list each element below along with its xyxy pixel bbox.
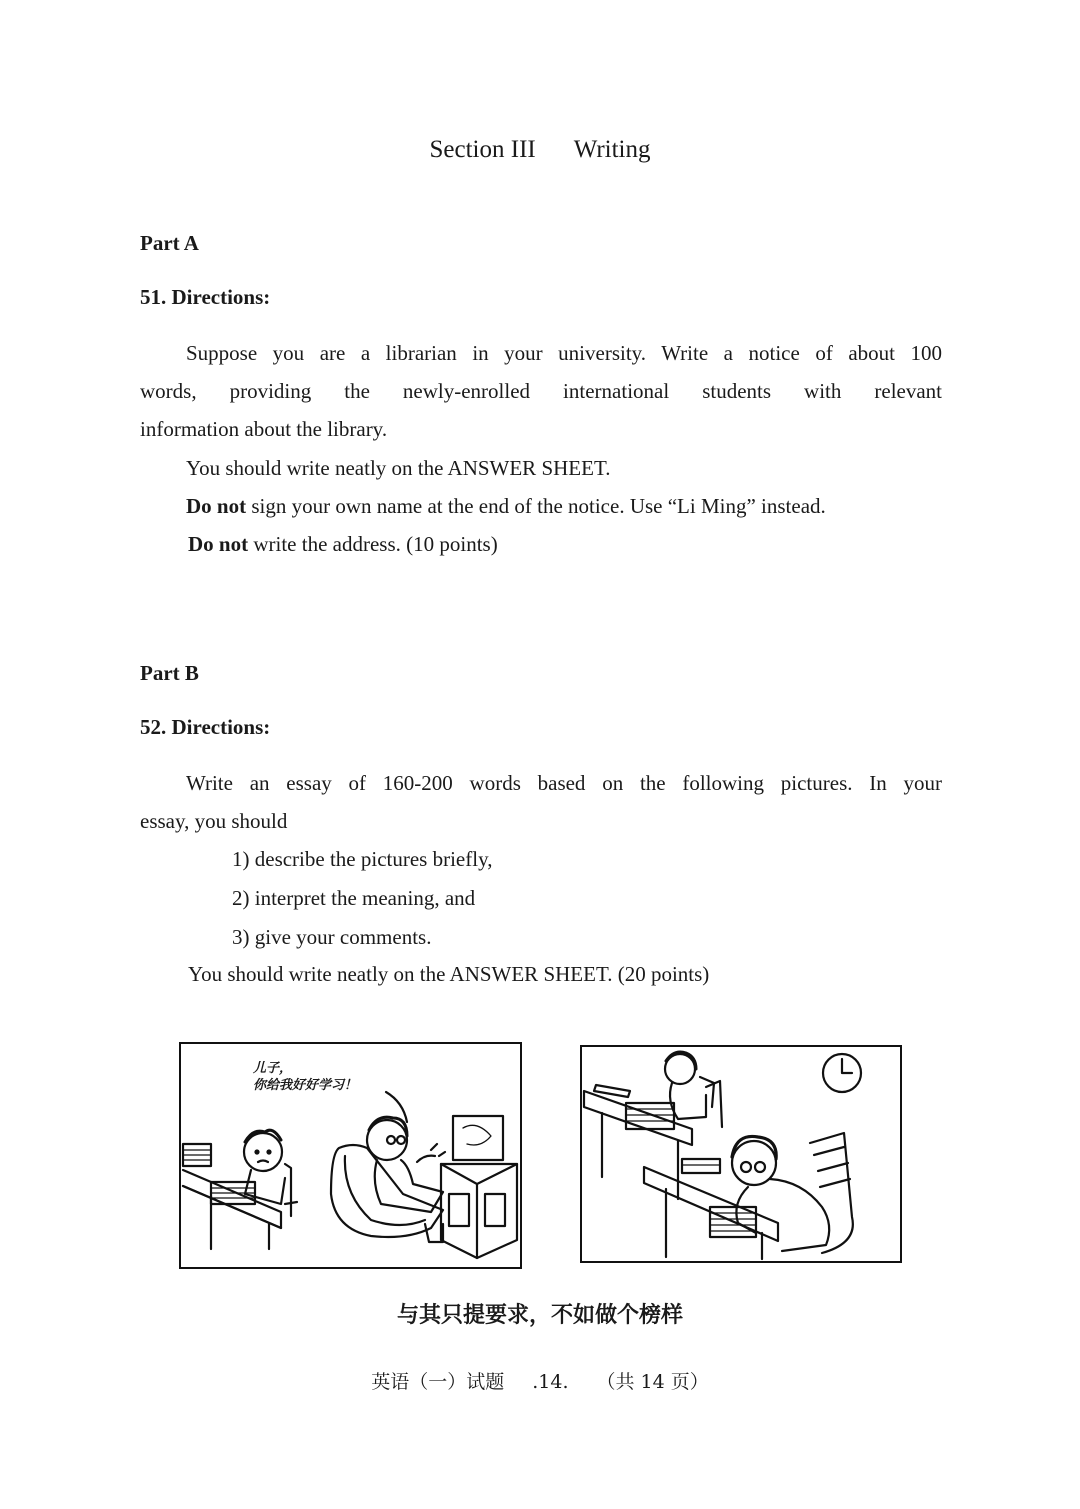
part-b-paragraph-line1: Write an essay of 160-200 words based on the following pictures. In your bbox=[186, 771, 942, 795]
section-name: Writing bbox=[573, 136, 651, 163]
instruction-3-text: write the address. (10 points) bbox=[248, 532, 498, 556]
question-51-heading: 51. Directions: bbox=[140, 285, 271, 309]
part-a-paragraph-line1: Suppose you are a librarian in your university. Write a notice of about 100 bbox=[186, 341, 942, 365]
requirement-item-3: 3) give your comments. bbox=[232, 925, 432, 949]
part-a-heading: Part A bbox=[140, 231, 199, 255]
section-title bbox=[0, 136, 1080, 164]
footer-total-pages: （共 14 页） bbox=[596, 1371, 709, 1393]
instruction-2-text: sign your own name at the end of the notice. Use “Li Ming” instead. bbox=[246, 494, 826, 518]
page-footer bbox=[0, 1367, 1080, 1394]
cartoon-panel-left bbox=[179, 1042, 522, 1269]
do-not-label: Do not bbox=[186, 494, 247, 518]
part-a-paragraph-line2: words, providing the newly-enrolled international students with relevant bbox=[140, 379, 942, 403]
part-b-heading: Part B bbox=[140, 661, 199, 685]
part-b-paragraph-line2: essay, you should bbox=[140, 809, 288, 833]
cartoon-panel-right bbox=[580, 1045, 902, 1263]
do-not-label: Do not bbox=[188, 532, 249, 556]
part-a-instruction-2 bbox=[186, 487, 826, 525]
part-b-instruction: You should write neatly on the ANSWER SHEET. (20 points) bbox=[188, 962, 710, 986]
cartoon-left-drawing bbox=[181, 1044, 520, 1267]
requirement-item-2: 2) interpret the meaning, and bbox=[232, 886, 476, 910]
part-a-paragraph-line3: information about the library. bbox=[140, 417, 388, 441]
part-a-instruction-1: You should write neatly on the ANSWER SHEET. bbox=[186, 456, 611, 480]
footer-exam-label: 英语（一）试题 bbox=[371, 1371, 505, 1393]
requirement-item-1: 1) describe the pictures briefly, bbox=[232, 847, 493, 871]
question-52-heading: 52. Directions: bbox=[140, 715, 271, 739]
section-label: Section III bbox=[429, 136, 536, 163]
part-a-instruction-3 bbox=[188, 525, 498, 563]
footer-page-number: .14. bbox=[532, 1371, 569, 1393]
speech-line-2: 你给我好好学习！ bbox=[253, 1078, 358, 1093]
cartoon-caption: 与其只提要求，不如做个榜样 bbox=[396, 1303, 683, 1328]
speech-line-1: 儿子， bbox=[253, 1061, 293, 1076]
cartoon-right-drawing bbox=[582, 1047, 900, 1261]
